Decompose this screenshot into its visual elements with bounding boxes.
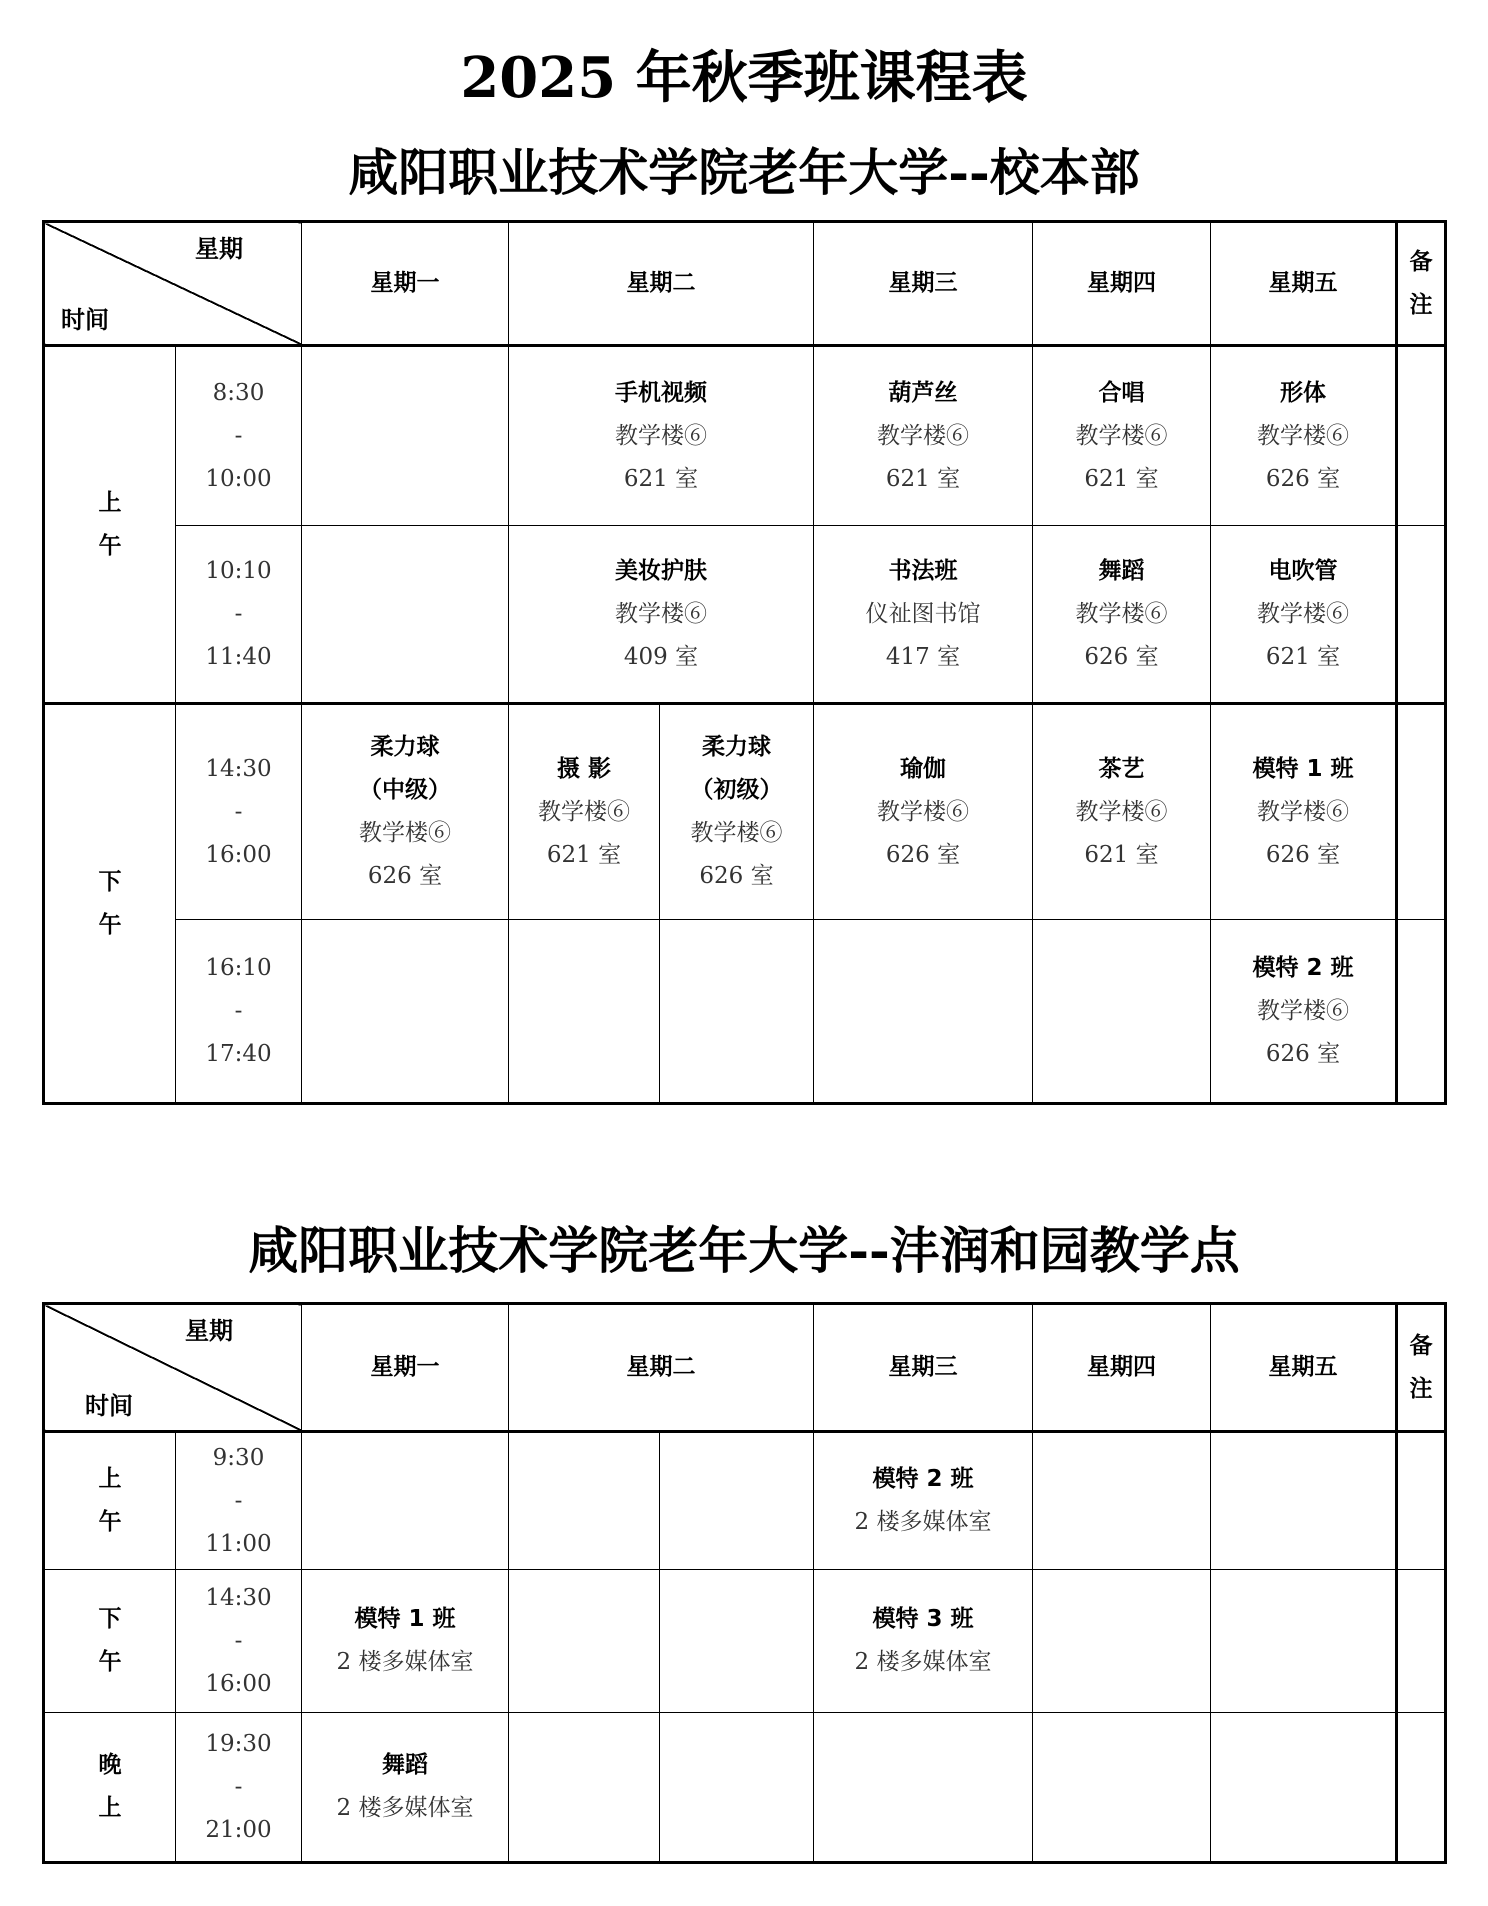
empty-cell [1211,1570,1397,1713]
time-label: 时间 [61,306,109,334]
course-cell: 模特 2 班 2 楼多媒体室 [814,1432,1033,1570]
course-cell: 舞蹈 教学楼⑥ 626 室 [1033,526,1211,704]
remark-cell [1397,526,1446,704]
empty-cell [1033,1713,1211,1863]
day-header-fri: 星期五 [1211,222,1397,346]
course-cell: 模特 2 班 教学楼⑥ 626 室 [1211,920,1397,1104]
section-morning: 上 午 [44,346,176,704]
empty-cell [660,1432,814,1570]
empty-cell [660,1570,814,1713]
schedule-table-fengrun [42,1302,1447,1864]
remark-cell [1397,704,1446,920]
day-header-tue: 星期二 [509,222,814,346]
time-slot: 9:30 - 11:00 [176,1432,302,1570]
remark-cell [1397,1713,1446,1863]
table-row [44,526,1446,704]
remark-cell [1397,1432,1446,1570]
empty-cell [814,1713,1033,1863]
day-header-wed: 星期三 [814,222,1033,346]
course-cell: 形体 教学楼⑥ 626 室 [1211,346,1397,526]
campus2-title: 咸阳职业技术学院老年大学--沣润和园教学点 [248,1221,1240,1280]
time-slot: 14:30 - 16:00 [176,704,302,920]
day-header-tue: 星期二 [509,1304,814,1432]
section-afternoon: 下 午 [44,1570,176,1713]
day-header-wed: 星期三 [814,1304,1033,1432]
empty-cell [1211,1432,1397,1570]
empty-cell [660,1713,814,1863]
day-header-mon: 星期一 [302,222,509,346]
remark-header: 备 注 [1397,1304,1446,1432]
time-slot: 8:30 - 10:00 [176,346,302,526]
course-cell: 模特 3 班 2 楼多媒体室 [814,1570,1033,1713]
course-cell: 舞蹈 2 楼多媒体室 [302,1713,509,1863]
remark-cell [1397,346,1446,526]
corner-header [44,1304,302,1432]
course-cell: 美妆护肤 教学楼⑥ 409 室 [509,526,814,704]
time-slot: 16:10 - 17:40 [176,920,302,1104]
course-cell: 书法班 仪祉图书馆 417 室 [814,526,1033,704]
empty-cell [302,1432,509,1570]
time-label: 时间 [85,1392,133,1420]
remark-header: 备 注 [1397,222,1446,346]
time-slot: 19:30 - 21:00 [176,1713,302,1863]
empty-cell [302,346,509,526]
course-cell: 柔力球 （中级） 教学楼⑥ 626 室 [302,704,509,920]
course-cell: 柔力球 （初级） 教学楼⑥ 626 室 [660,704,814,920]
campus1-title: 咸阳职业技术学院老年大学--校本部 [348,143,1140,202]
course-cell: 合唱 教学楼⑥ 621 室 [1033,346,1211,526]
remark-cell [1397,1570,1446,1713]
empty-cell [302,526,509,704]
course-cell: 手机视频 教学楼⑥ 621 室 [509,346,814,526]
course-cell: 葫芦丝 教学楼⑥ 621 室 [814,346,1033,526]
header-row [44,1304,1446,1432]
course-cell: 瑜伽 教学楼⑥ 626 室 [814,704,1033,920]
week-label: 星期 [195,235,243,263]
week-label: 星期 [185,1317,233,1345]
course-cell: 模特 1 班 2 楼多媒体室 [302,1570,509,1713]
table-row [44,1713,1446,1863]
table-row [44,346,1446,526]
day-header-thu: 星期四 [1033,222,1211,346]
course-cell: 模特 1 班 教学楼⑥ 626 室 [1211,704,1397,920]
empty-cell [1211,1713,1397,1863]
empty-cell [660,920,814,1104]
day-header-thu: 星期四 [1033,1304,1211,1432]
header-row [44,222,1446,346]
time-slot: 10:10 - 11:40 [176,526,302,704]
empty-cell [1033,1570,1211,1713]
course-cell: 茶艺 教学楼⑥ 621 室 [1033,704,1211,920]
empty-cell [509,1713,660,1863]
remark-cell [1397,920,1446,1104]
empty-cell [302,920,509,1104]
course-cell: 摄 影 教学楼⑥ 621 室 [509,704,660,920]
table-row [44,1570,1446,1713]
empty-cell [509,1570,660,1713]
table-row [44,1432,1446,1570]
empty-cell [1033,920,1211,1104]
day-header-fri: 星期五 [1211,1304,1397,1432]
section-evening: 晚 上 [44,1713,176,1863]
empty-cell [1033,1432,1211,1570]
section-afternoon: 下 午 [44,704,176,1104]
empty-cell [509,920,660,1104]
time-slot: 14:30 - 16:00 [176,1570,302,1713]
schedule-table-main-campus [42,220,1447,1105]
section-morning: 上 午 [44,1432,176,1570]
empty-cell [814,920,1033,1104]
corner-header [44,222,302,346]
day-header-mon: 星期一 [302,1304,509,1432]
course-cell: 电吹管 教学楼⑥ 621 室 [1211,526,1397,704]
page-title: 2025 年秋季班课程表 [460,45,1028,111]
table-row [44,920,1446,1104]
table-row [44,704,1446,920]
empty-cell [509,1432,660,1570]
